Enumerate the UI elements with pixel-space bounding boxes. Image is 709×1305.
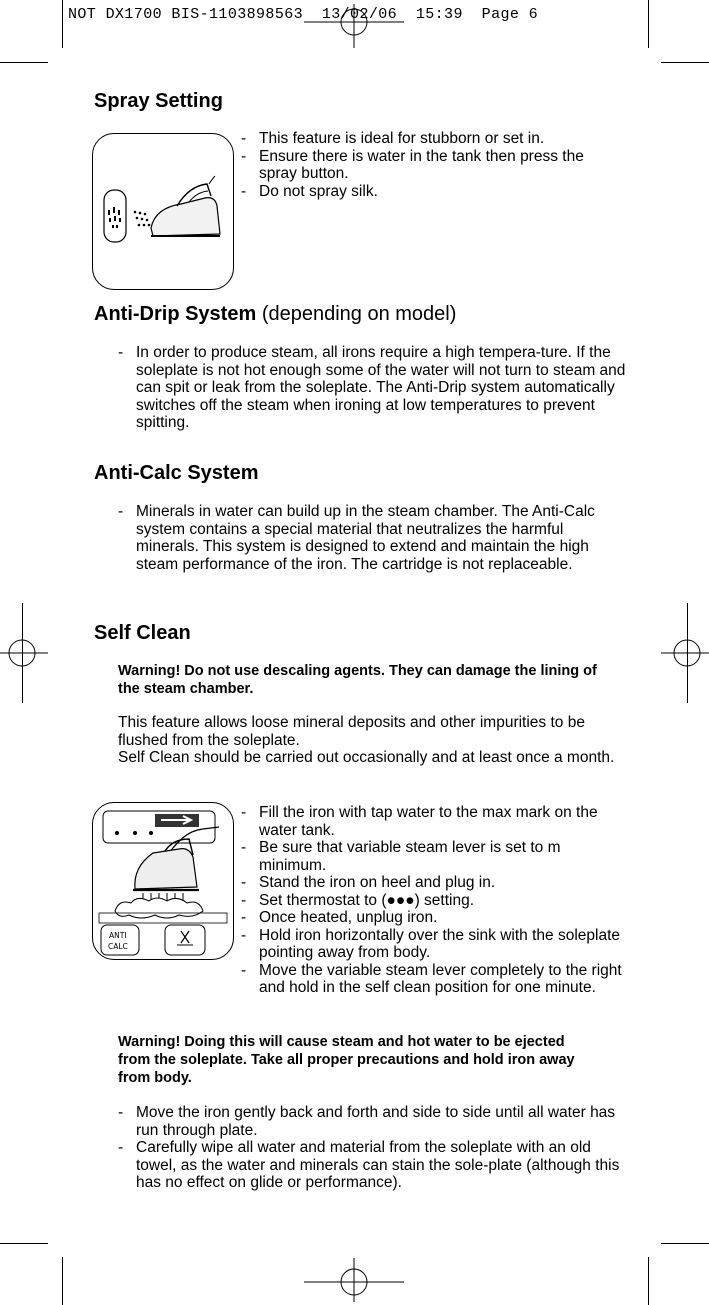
spray-list-container — [241, 130, 621, 200]
anti-drip-container — [118, 344, 630, 432]
list-item: - Minerals in water can build up in the steam chamber. The Anti-Calc system contains a special material that neutralizes the harmful minerals. This system is designed to extend and maintain the high steam performance of the iron. The cartridge is not replaceable. — [118, 503, 618, 573]
list-item: - Once heated, unplug iron. — [241, 909, 626, 927]
anti-calc-heading: Anti-Calc System — [94, 462, 259, 484]
self-clean-steps-container — [241, 804, 626, 997]
final-steps — [118, 1104, 628, 1192]
spray-setting-heading: Spray Setting — [94, 90, 223, 112]
self-clean-iron-icon — [93, 803, 233, 959]
list-item: - Move the variable steam lever completely to the right and hold in the self clean position for one minute. — [241, 962, 626, 997]
list-item: - This feature is ideal for stubborn or set in. — [241, 130, 621, 148]
list-item: - Be sure that variable steam lever is set to m minimum. — [241, 839, 626, 874]
anti-calc-list — [118, 503, 618, 573]
print-header: NOT DX1700 BIS-1103898563 13/02/06 15:39 Page 6 — [68, 6, 539, 23]
list-item: - Do not spray silk. — [241, 183, 621, 201]
anti-drip-heading — [94, 303, 456, 326]
list-item: - In order to produce steam, all irons require a high tempera-ture. If the soleplate is not hot enough some of the water will not turn to steam and can spit or leak from the soleplate. The Anti-Drip system automatically switches off the steam when ironing at low temperatures to prevent spitting. — [118, 344, 630, 432]
anti-label: ANTI — [109, 931, 127, 940]
list-item: - Move the iron gently back and forth and side to side until all water has run through plate. — [118, 1104, 628, 1139]
intro-line: This feature allows loose mineral deposits and other impurities to be flushed from the soleplate. — [118, 714, 585, 749]
anti-drip-subtitle: (depending on model) — [261, 303, 457, 325]
intro-line: Self Clean should be carried out occasionally and at least once a month. — [118, 749, 615, 766]
self-clean-steps — [241, 804, 626, 997]
list-item: - Stand the iron on heel and plug in. — [241, 874, 626, 892]
list-item: - Ensure there is water in the tank then press the spray button. — [241, 148, 621, 183]
self-clean-illustration — [92, 802, 234, 960]
spray-iron-icon — [93, 134, 233, 289]
spray-illustration — [92, 133, 234, 290]
self-clean-intro — [118, 714, 633, 767]
calc-label: CALC — [108, 942, 128, 951]
anti-drip-title: Anti-Drip System — [94, 303, 257, 325]
list-item: - Carefully wipe all water and material from the soleplate with an old towel, as the water and minerals can stain the sole-plate (although this has no effect on glide or performance). — [118, 1139, 628, 1192]
self-clean-heading: Self Clean — [94, 622, 191, 644]
anti-drip-list — [118, 344, 630, 432]
final-steps-container — [118, 1104, 628, 1192]
list-item: - Set thermostat to (●●●) setting. — [241, 892, 626, 910]
anti-calc-container — [118, 503, 618, 573]
spray-list — [241, 130, 621, 200]
list-item: - Fill the iron with tap water to the max mark on the water tank. — [241, 804, 626, 839]
self-clean-warning-2: Warning! Doing this will cause steam and hot water to be ejected from the soleplate. Take all proper precautions and hold iron away from body. — [118, 1034, 575, 1086]
self-clean-warning: Warning! Do not use descaling agents. They can damage the lining of the steam chamber. — [118, 663, 597, 697]
list-item: - Hold iron horizontally over the sink with the soleplate pointing away from body. — [241, 927, 626, 962]
